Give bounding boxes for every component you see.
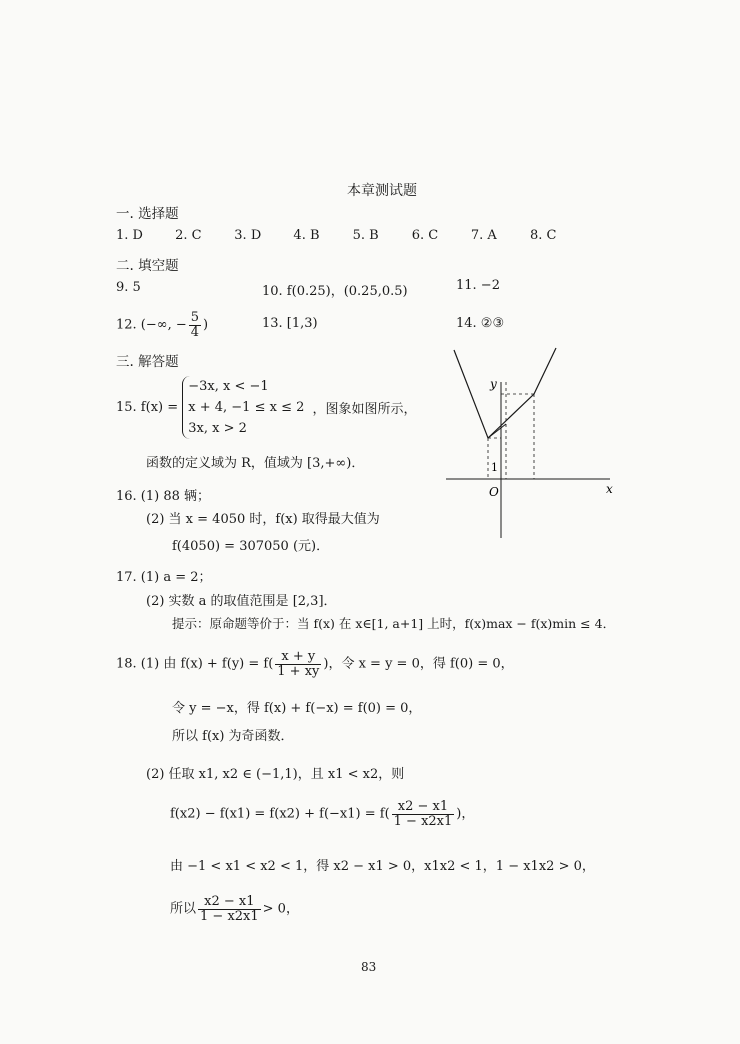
y-axis-label: y <box>490 377 497 391</box>
answer-2: 2. C <box>175 228 202 243</box>
answer-15-domain: 函数的定义域为 R，值域为 [3,+∞)． <box>146 456 365 471</box>
answer-18-line6: 由 −1 < x1 < x2 < 1，得 x2 − x1 > 0，x1x2 < 1，1 − x1x2 > 0， <box>170 859 595 874</box>
answer-18-fraction-1: $\frac{x + y}{1 + xy}$ <box>277 649 320 679</box>
section-choice-heading: 一. 选择题 <box>116 206 179 222</box>
answer-4: 4. B <box>293 228 320 243</box>
answer-18-line1: 18. (1) 由 f(x) + f(y) = f( $\frac{x + y}{1 + xy}$ )，令 x = y = 0，得 f(0) = 0， <box>116 649 514 679</box>
answer-16-part2: (2) 当 x = 4050 时，f(x) 取得最大值为 <box>146 512 380 527</box>
tick-label-1: 1 <box>491 461 498 474</box>
piecewise-cases: −3x, x < −1 x + 4, −1 ≤ x ≤ 2 3x, x > 2 <box>182 376 304 439</box>
function-graph <box>440 340 620 540</box>
answer-10: 10. f(0.25)，(0.25,0.5) <box>262 284 408 299</box>
answer-17-hint: 提示：原命题等价于：当 f(x) 在 x∈[1, a+1] 上时，f(x)max − f(x)min ≤ 4． <box>172 616 616 631</box>
answer-11: 11. −2 <box>456 278 500 293</box>
answer-15-function: 15. f(x) = −3x, x < −1 x + 4, −1 ≤ x ≤ 2 3x, x > 2 ，图象如图所示， <box>116 376 417 439</box>
answer-6: 6. C <box>411 228 439 243</box>
answer-3: 3. D <box>234 228 262 243</box>
answer-18-line7: 所以 $\frac{x2 - x1}{1 - x2x1}$ > 0， <box>170 894 299 924</box>
section-fill-heading: 二. 填空题 <box>116 258 179 274</box>
x-axis-label: x <box>606 482 613 496</box>
answer-18-fraction-2: $\frac{x2 - x1}{1 - x2x1}$ <box>393 799 453 829</box>
answer-13: 13. [1,3) <box>262 316 318 331</box>
page-number: 83 <box>361 960 377 974</box>
section-solve-heading: 三. 解答题 <box>116 354 179 370</box>
answer-8: 8. C <box>529 228 557 243</box>
answer-18-line2: 令 y = −x，得 f(x) + f(−x) = f(0) = 0， <box>172 701 422 716</box>
answer-18-line5: f(x2) − f(x1) = f(x2) + f(−x1) = f( $\frac{x2 - x1}{1 - x2x1}$ )， <box>170 799 475 829</box>
choice-answers <box>116 228 585 243</box>
answer-12: 12. (−∞, − $\frac{5}{4}$ ) <box>116 310 209 340</box>
answer-12-fraction: $\frac{5}{4}$ <box>190 310 200 340</box>
origin-label: O <box>489 485 499 499</box>
answer-14: 14. ②③ <box>456 316 505 331</box>
answer-1: 1. D <box>116 228 143 243</box>
answer-9: 9. 5 <box>116 280 141 295</box>
answer-18-line3: 所以 f(x) 为奇函数． <box>172 729 294 744</box>
answer-18-fraction-3: $\frac{x2 - x1}{1 - x2x1}$ <box>200 894 259 924</box>
answer-7: 7. A <box>470 228 497 243</box>
page-title: 本章测试题 <box>347 183 417 199</box>
answer-16-part3: f(4050) = 307050 (元)． <box>172 539 330 554</box>
answer-18-line4: (2) 任取 x1, x2 ∈ (−1,1)，且 x1 < x2，则 <box>146 767 405 782</box>
answer-16-part1: 16. (1) 88 辆； <box>116 489 211 504</box>
answer-5: 5. B <box>352 228 379 243</box>
answer-17-part2: (2) 实数 a 的取值范围是 [2,3]． <box>146 594 337 609</box>
answer-17-part1: 17. (1) a = 2； <box>116 570 212 585</box>
